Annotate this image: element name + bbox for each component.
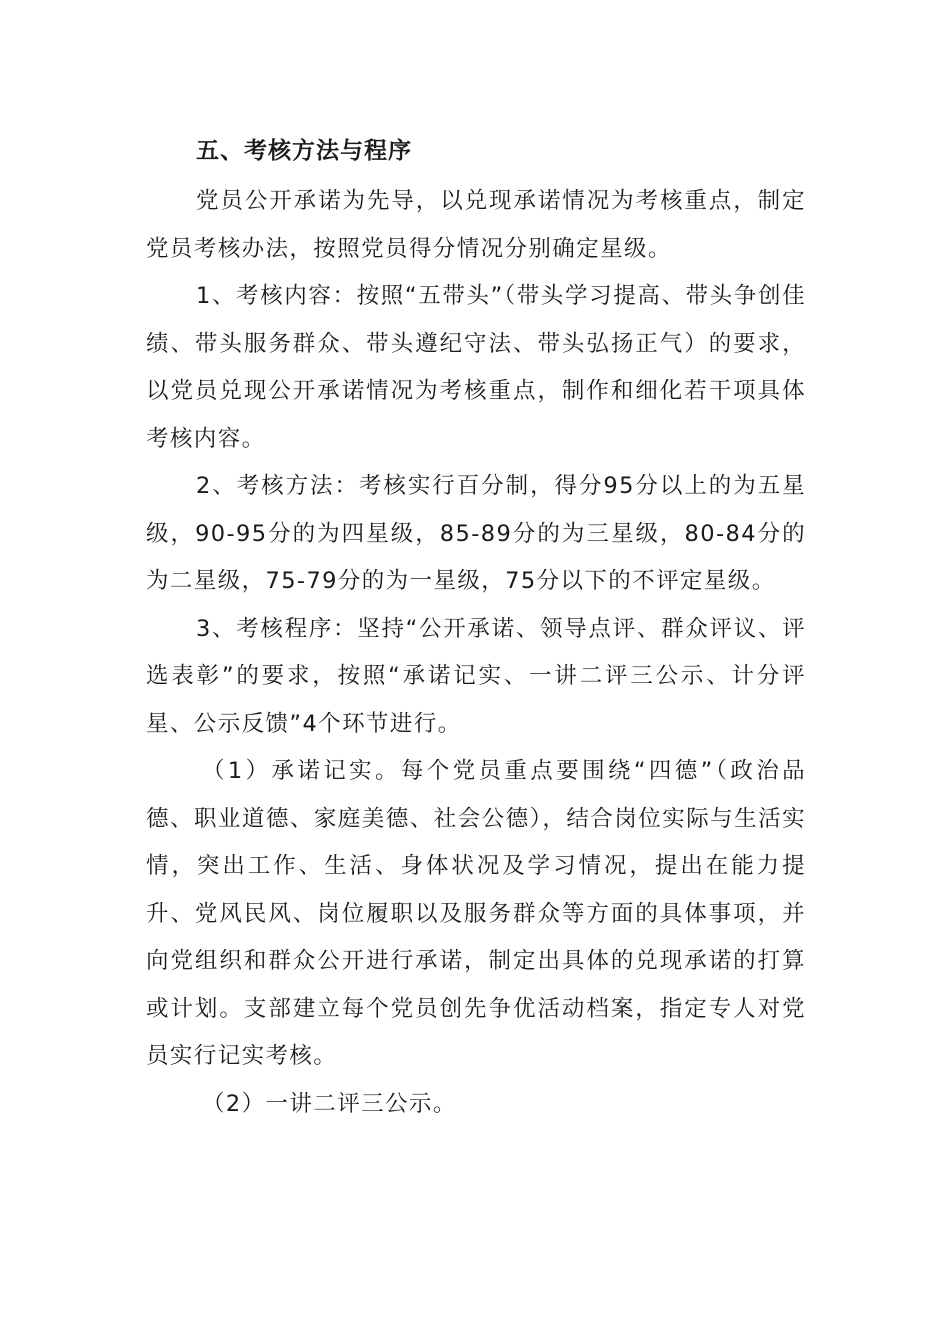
paragraph-commitment-record: （1）承诺记实。每个党员重点要围绕“四德”（政治品德、职业道德、家庭美德、社会公德），结合岗位实际与生活实情，突出工作、生活、身体状况及学习情况，提出在能力提升、党风民风、岗位履职以及服务群众等方面的具体事项，并向党组织和群众公开进行承诺，制定出具体的兑现承诺的打算或计划。支部建立每个党员创先争优活动档案，指定专人对党员实行记实考核。 bbox=[146, 758, 806, 1069]
document-body bbox=[146, 128, 806, 1128]
paragraph-assessment-content: 1、考核内容：按照“五带头”（带头学习提高、带头争创佳绩、带头服务群众、带头遵纪守法、带头弘扬正气）的要求，以党员兑现公开承诺情况为考核重点，制作和细化若干项具体考核内容。 bbox=[146, 283, 806, 452]
paragraph-intro: 党员公开承诺为先导，以兑现承诺情况为考核重点，制定党员考核办法，按照党员得分情况分别确定星级。 bbox=[146, 188, 806, 262]
paragraph-assessment-method: 2、考核方法：考核实行百分制，得分95分以上的为五星级，90-95分的为四星级，85-89分的为三星级，80-84分的为二星级，75-79分的为一星级，75分以下的不评定星级。 bbox=[146, 473, 806, 594]
paragraph-one-two-three: （2）一讲二评三公示。 bbox=[202, 1090, 457, 1117]
paragraph-assessment-procedure: 3、考核程序：坚持“公开承诺、领导点评、群众评议、评选表彰”的要求，按照“承诺记实、一讲二评三公示、计分评星、公示反馈”4个环节进行。 bbox=[146, 615, 806, 737]
section-heading: 五、考核方法与程序 bbox=[196, 138, 412, 164]
